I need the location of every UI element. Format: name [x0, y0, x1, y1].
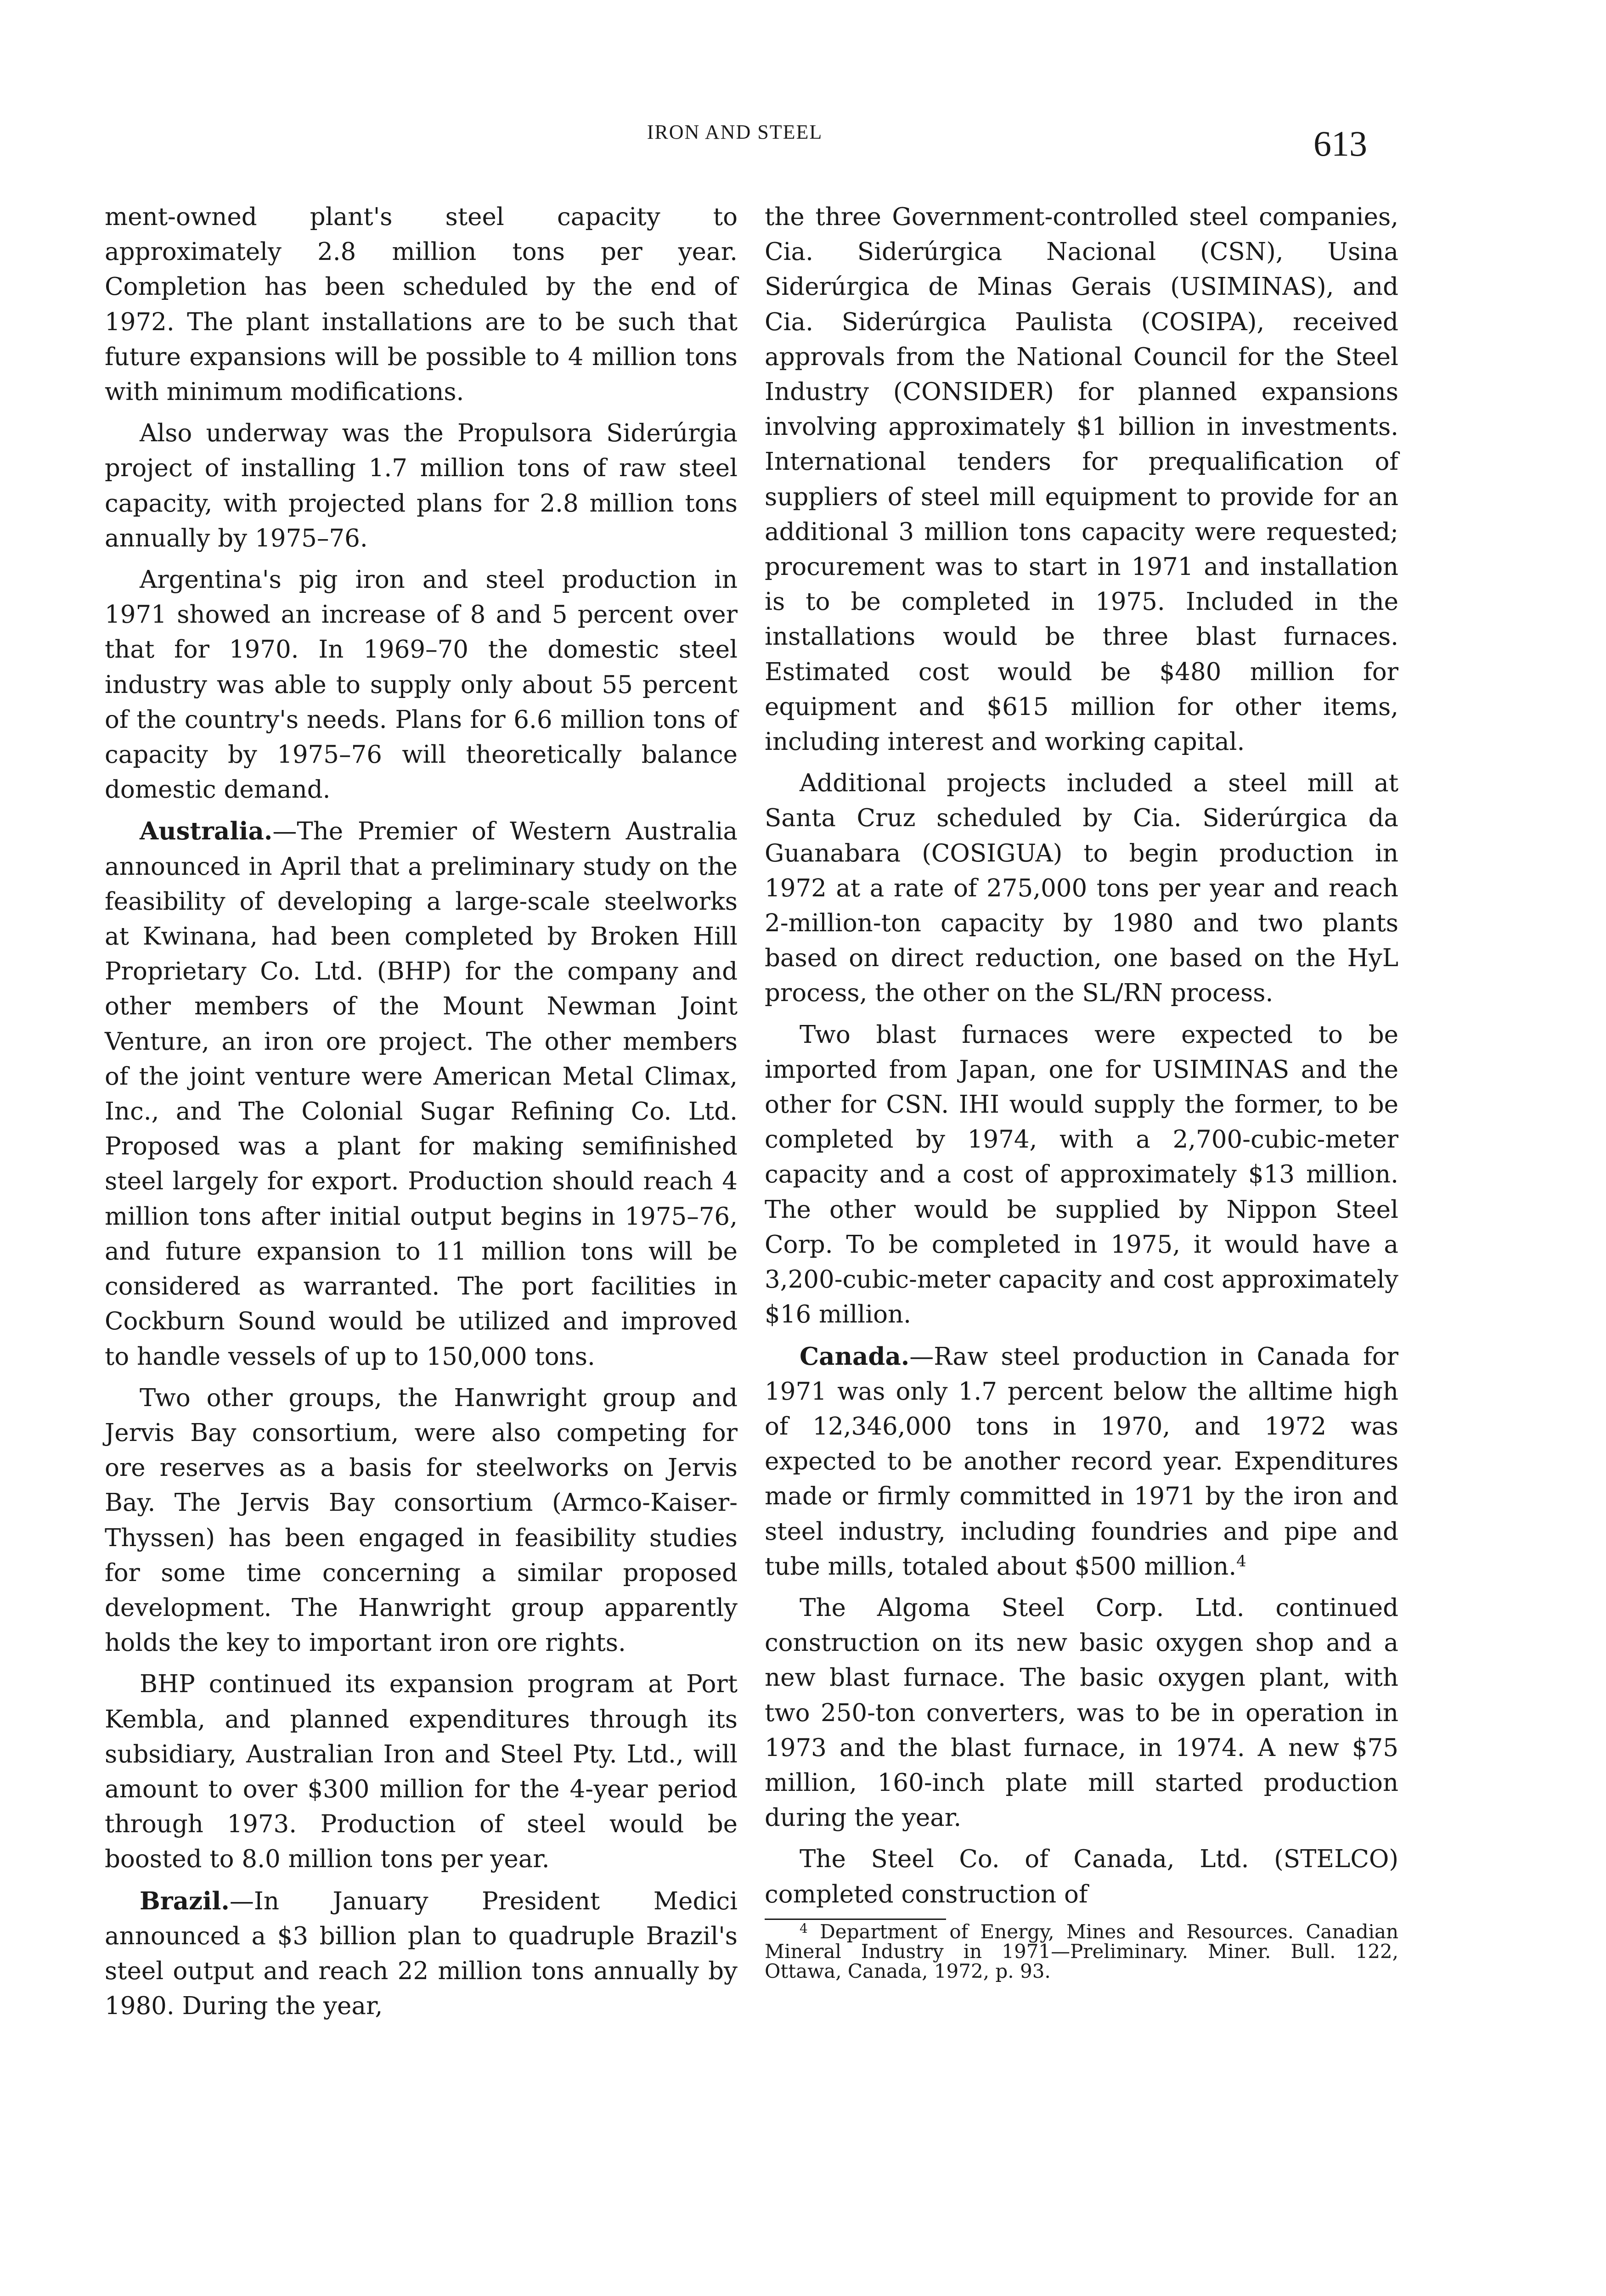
footnote-text: Department of Energy, Mines and Resources. Canadian Mineral Industry in 1971—Preliminary. Miner. Bull. 122, Ottawa, Canada, 1972, p. 93.: [765, 1920, 1398, 1982]
paragraph-canada: [765, 1339, 1398, 1584]
paragraph: Additional projects included a steel mill at Santa Cruz scheduled by Cia. Siderúrgica da Guanabara (COSIGUA) to begin production in 1972 at a rate of 275,000 tons per year and reach 2-million-ton capacity by 1980 and two plants based on direct reduction, one based on the HyL process, the other on the SL/RN process.: [765, 769, 1398, 1007]
paragraph: Argentina's pig iron and steel production in 1971 showed an increase of 8 and 5 percent over that for 1970. In 1969–70 the domestic steel industry was able to supply only about 55 percent of the country's needs. Plans for 6.6 million tons of capacity by 1975–76 will theoretically balance domestic demand.: [105, 566, 738, 804]
footnote: [765, 1922, 1398, 1981]
right-column: [765, 200, 1398, 1987]
footnote-divider: [765, 1919, 946, 1920]
paragraph: Two other groups, the Hanwright group and Jervis Bay consortium, were also competing for ore reserves as a basis for steelworks on Jervis Bay. The Jervis Bay consortium (Armco-Kaiser-Thyssen) has been engaged in feasibility studies for some time concerning a similar proposed development. The Hanwright group apparently holds the key to important iron ore rights.: [105, 1384, 738, 1657]
paragraph-brazil: [105, 1884, 738, 2024]
section-heading-canada: Canada.: [800, 1342, 910, 1371]
paragraph: The Algoma Steel Corp. Ltd. continued construction on its new basic oxygen shop and a new blast furnace. The basic oxygen plant, with two 250-ton converters, was to be in operation in 1973 and the blast furnace, in 1974. A new $75 million, 160-inch plate mill started production during the year.: [765, 1593, 1398, 1832]
paragraph: the three Government-controlled steel companies, Cia. Siderúrgica Nacional (CSN), Usina Siderúrgica de Minas Gerais (USIMINAS), and Cia. Siderúrgica Paulista (COSIPA), received approvals from the National Council for the Steel Industry (CONSIDER) for planned expansions involving approximately $1 billion in investments. International tenders for prequalification of suppliers of steel mill equipment to provide for an additional 3 million tons capacity were requested; procurement was to start in 1971 and installation is to be completed in 1975. Included in the installations would be three blast furnaces. Estimated cost would be $480 million for equipment and $615 million for other items, including interest and working capital.: [765, 203, 1398, 756]
section-heading-brazil: Brazil.: [140, 1886, 230, 1915]
paragraph: ment-owned plant's steel capacity to approximately 2.8 million tons per year. Completion has been scheduled by the end of 1972. The plant installations are to be such that future expansions will be possible to 4 million tons with minimum modifications.: [105, 203, 738, 406]
paragraph-text: —The Premier of Western Australia announced in April that a preliminary study on the feasibility of developing a large-scale steelworks at Kwinana, had been completed by Broken Hill Proprietary Co. Ltd. (BHP) for the company and other members of the Mount Newman Joint Venture, an iron ore project. The other members of the joint venture were American Metal Climax, Inc., and The Colonial Sugar Refining Co. Ltd. Proposed was a plant for making semifinished steel largely for export. Production should reach 4 million tons after initial output begins in 1975–76, and future expansion to 11 million tons will be considered as warranted. The port facilities in Cockburn Sound would be utilized and improved to handle vessels of up to 150,000 tons.: [105, 817, 738, 1371]
paragraph: Also underway was the Propulsora Siderúrgia project of installing 1.7 million tons of raw steel capacity, with projected plans for 2.8 million tons annually by 1975–76.: [105, 419, 738, 552]
paragraph: BHP continued its expansion program at Port Kembla, and planned expenditures through its subsidiary, Australian Iron and Steel Pty. Ltd., will amount to over $300 million for the 4-year period through 1973. Production of steel would be boosted to 8.0 million tons per year.: [105, 1670, 738, 1874]
footnote-reference: 4: [1236, 1552, 1246, 1570]
page-number: 613: [1313, 124, 1367, 163]
paragraph-text: —Raw steel production in Canada for 1971 was only 1.7 percent below the alltime high of 12,346,000 tons in 1970, and 1972 was expected to be another record year. Expenditures made or firmly committed in 1971 by the iron and steel industry, including foundries and pipe and tube mills, totaled about $500 million.: [765, 1342, 1398, 1581]
section-heading-australia: Australia.: [140, 817, 273, 846]
running-title: IRON AND STEEL: [647, 121, 823, 143]
left-column: [105, 200, 738, 2030]
paragraph-text: —In January President Medici announced a $3 billion plan to quadruple Brazil's steel output and reach 22 million tons annually by 1980. During the year,: [105, 1887, 738, 2020]
paragraph: Two blast furnaces were expected to be imported from Japan, one for USIMINAS and the other for CSN. IHI would supply the former, to be completed by 1974, with a 2,700-cubic-meter capacity and a cost of approximately $13 million. The other would be supplied by Nippon Steel Corp. To be completed in 1975, it would have a 3,200-cubic-meter capacity and cost approximately $16 million.: [765, 1020, 1398, 1329]
paragraph: The Steel Co. of Canada, Ltd. (STELCO) completed construction of: [765, 1845, 1398, 1908]
paragraph-australia: [105, 814, 738, 1374]
footnote-mark: 4: [800, 1920, 808, 1936]
